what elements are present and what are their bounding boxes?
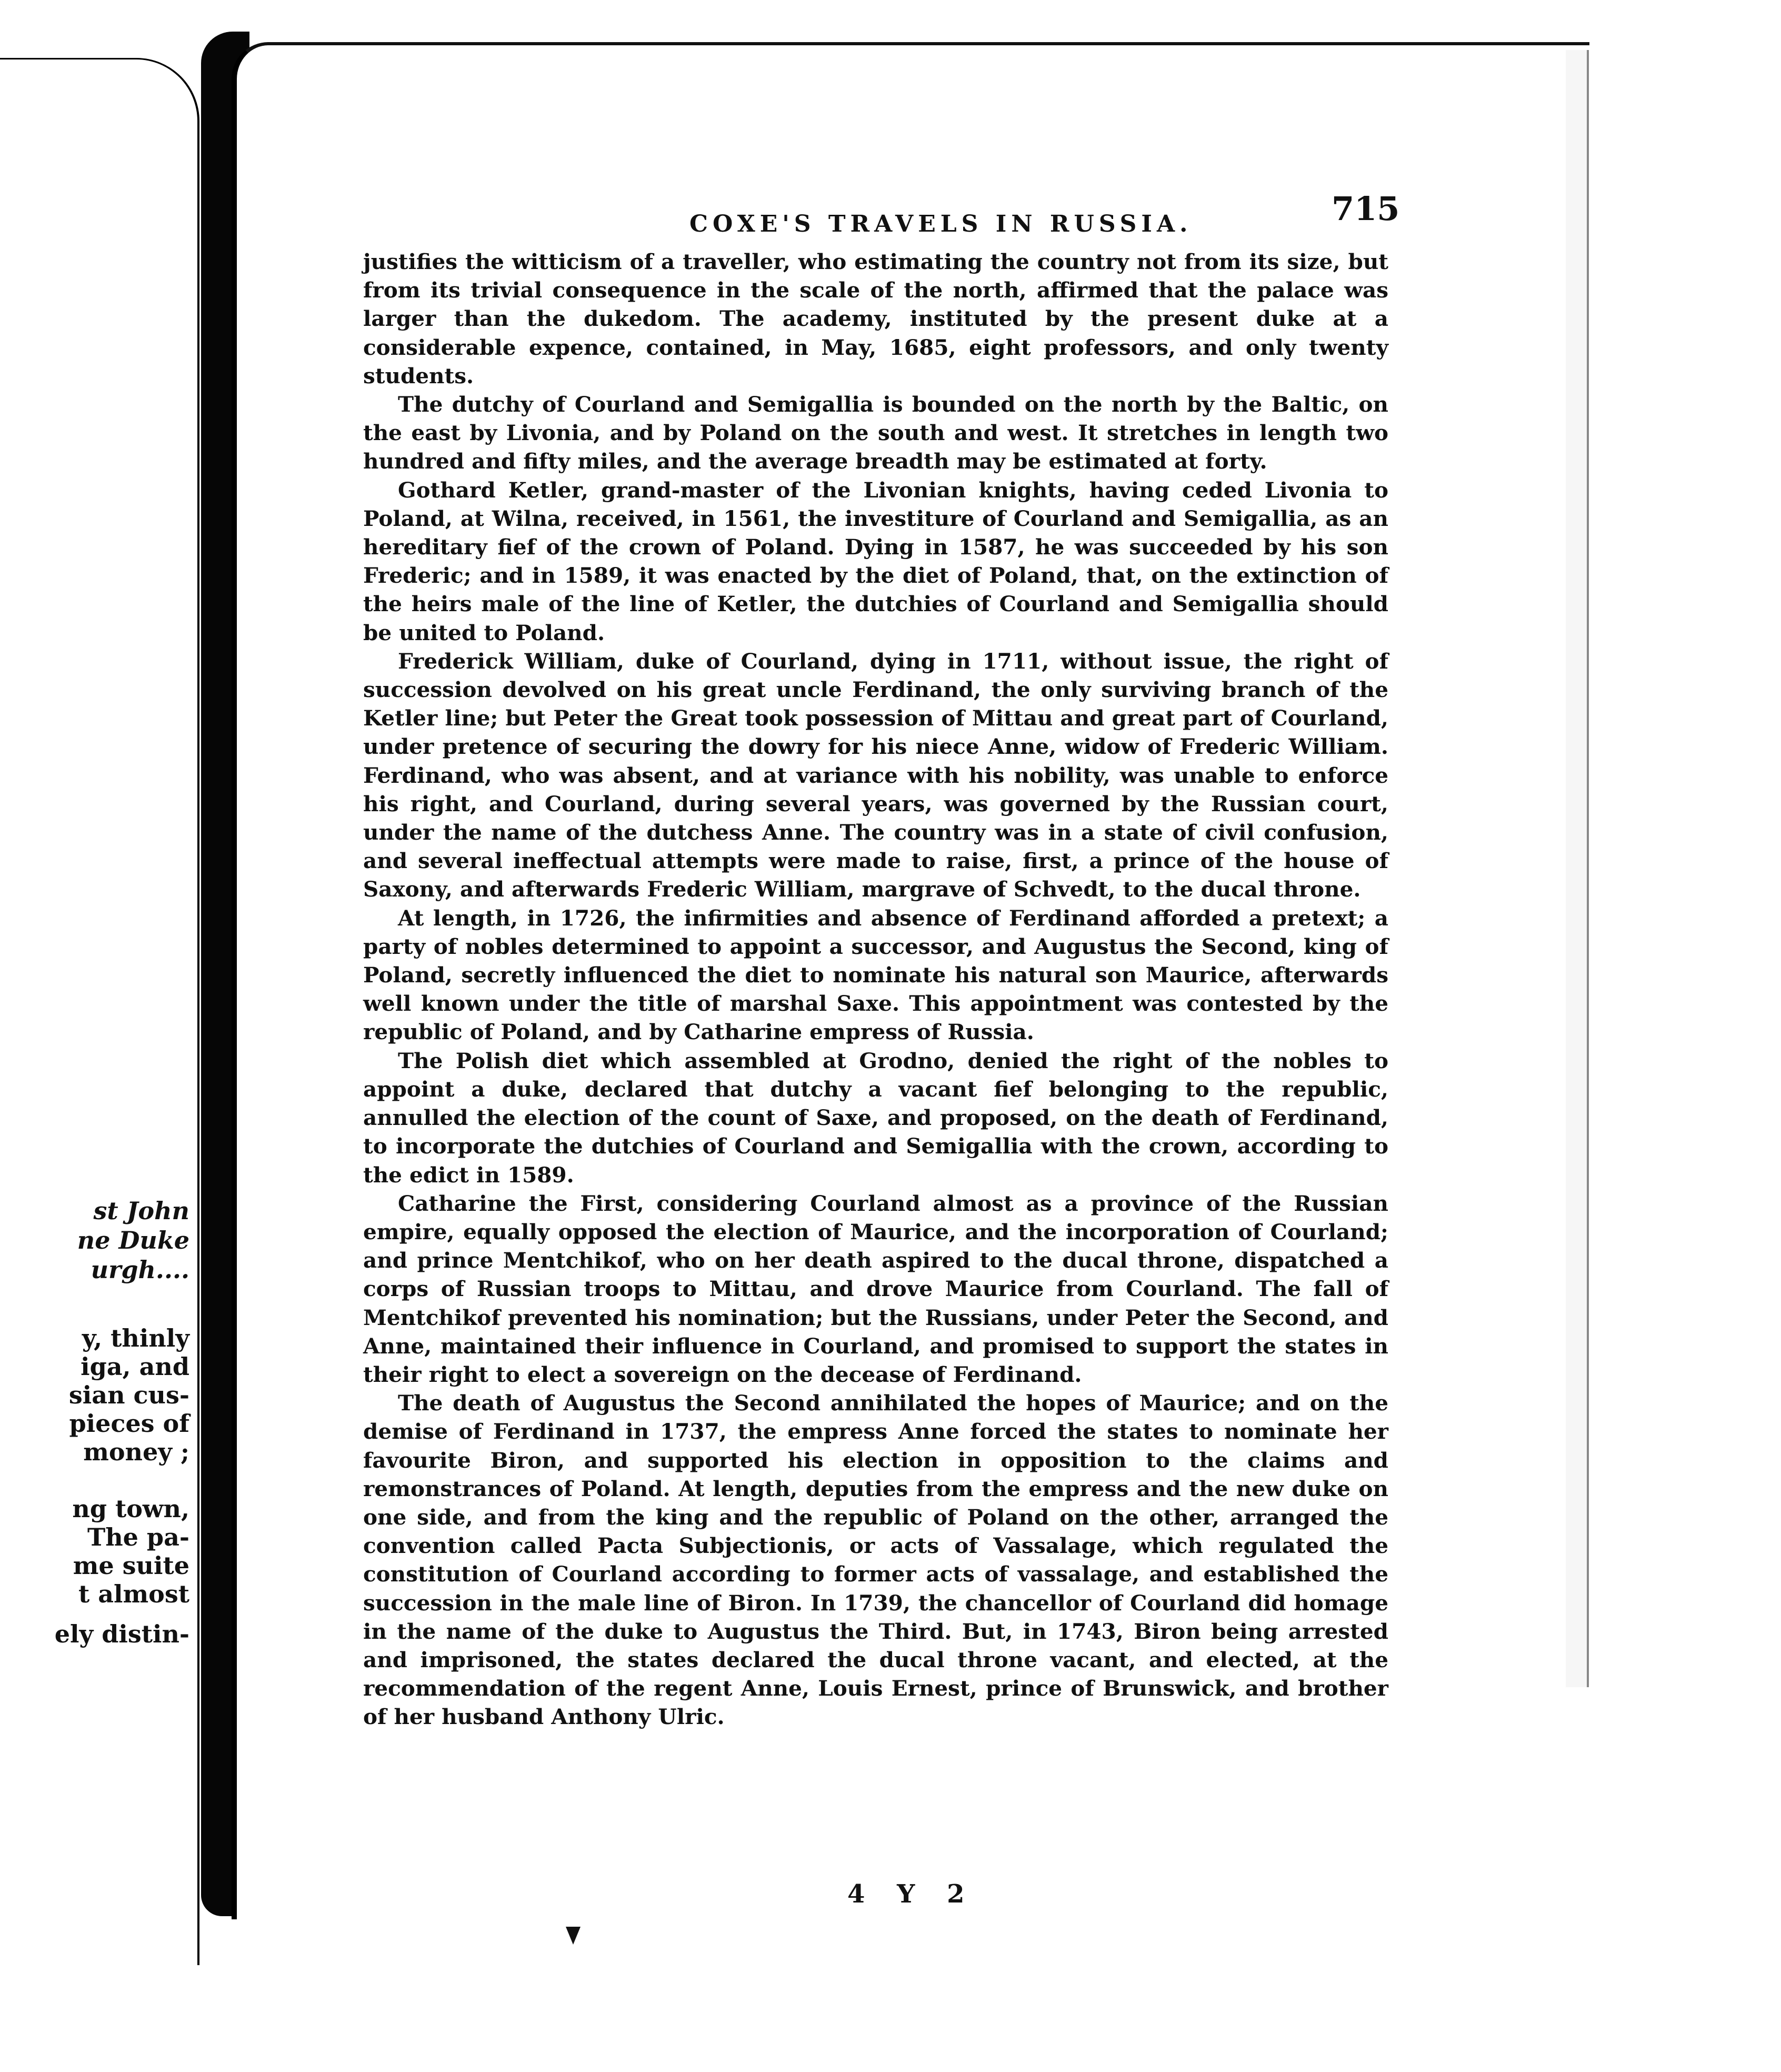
paragraph: At length, in 1726, the infirmities and absence of Ferdinand afforded a pretext; a party of nobles determined to appoint a successor, and Augustus the Second, king of Poland, secretly influenced the diet to nominate his natural son Maurice, afterwards well known under the title of marshal Saxe. This appointment was contested by the republic of Poland, and by Catharine empress of Russia. xyxy=(363,905,1388,1045)
running-head: COXE'S TRAVELS IN RUSSIA. xyxy=(689,211,1193,237)
paragraph: The death of Augustus the Second annihilated the hopes of Maurice; and on the demise of Ferdinand in 1737, the empress Anne forced the states to nominate her favourite Biron, and supported his election in opposition to the claims and remonstrances of Poland. At length, deputies from the empress and the new duke on one side, and from the king and the republic of Poland on the other, arranged the convention called Pacta Subjectionis, or acts of Vassalage, which regulated the constitution of Courland according to former acts of vassalage, and established the succession in the male line of Biron. In 1739, the chancellor of Courland did homage in the name of the duke to Augustus the Third. But, in 1743, Biron being arrested and imprisoned, the states declared the ducal throne vacant, and elected, at the recommendation of the regent Anne, Louis Ernest, prince of Brunswick, and brother of her husband Anthony Ulric. xyxy=(363,1390,1388,1730)
left-page-fragment: pieces of xyxy=(69,1409,189,1438)
left-facing-page xyxy=(0,58,199,1965)
left-page-fragment: t almost xyxy=(78,1580,189,1608)
page-tick-mark xyxy=(566,1927,581,1945)
paragraph: The dutchy of Courland and Semigallia is bounded on the north by the Baltic, on the east by Livonia, and by Poland on the south and west. It stretches in length two hundred and fifty miles, and the average breadth may be estimated at forty. xyxy=(363,392,1388,474)
paragraph: Gothard Ketler, grand-master of the Livonian knights, having ceded Livonia to Poland, at Wilna, received, in 1561, the investiture of Courland and Semigallia, as an hereditary fief of the crown of Poland. Dying in 1587, he was succeeded by his son Frederic; and in 1589, it was enacted by the diet of Poland, that, on the extinction of the heirs male of the line of Ketler, the dutchies of Courland and Semigallia should be united to Poland. xyxy=(363,477,1388,645)
paragraph: justifies the witticism of a traveller, who estimating the country not from its size, but from its trivial consequence in the scale of the north, affirmed that the palace was larger than the dukedom. The academy, instituted by the present duke at a considerable expence, contained, in May, 1685, eight professors, and only twenty students. xyxy=(363,249,1388,388)
left-page-fragment: The pa- xyxy=(87,1523,189,1551)
left-page-fragment: urgh.... xyxy=(91,1256,189,1284)
page-text-body xyxy=(363,247,1388,1731)
paragraph: Frederick William, duke of Courland, dying in 1711, without issue, the right of succession devolved on his great uncle Ferdinand, the only surviving branch of the Ketler line; but Peter the Great took possession of Mittau and great part of Courland, under pretence of securing the dowry for his niece Anne, widow of Frederic William. Ferdinand, who was absent, and at variance with his nobility, was unable to enforce his right, and Courland, during several years, was governed by the Russian court, under the name of the dutchess Anne. The country was in a state of civil confusion, and several ineffectual attempts were made to raise, first, a prince of the house of Saxony, and afterwards Frederic William, margrave of Schvedt, to the ducal throne. xyxy=(363,648,1388,902)
left-page-fragment: ely distin- xyxy=(54,1620,189,1648)
signature-mark: 4 Y 2 xyxy=(847,1879,976,1909)
page-number: 715 xyxy=(1332,190,1400,228)
left-page-fragment: ng town, xyxy=(72,1495,189,1523)
paragraph: The Polish diet which assembled at Grodno, denied the right of the nobles to appoint a duke, declared that dutchy a vacant fief belonging to the republic, annulled the election of the count of Saxe, and proposed, on the death of Ferdinand, to incorporate the dutchies of Courland and Semigallia with the crown, according to the edict in 1589. xyxy=(363,1048,1388,1188)
left-page-fragment: iga, and xyxy=(81,1352,189,1381)
left-page-fragment: y, thinly xyxy=(82,1324,189,1352)
left-page-fragment: me suite xyxy=(73,1551,189,1580)
left-page-fragment: st John xyxy=(93,1197,189,1225)
left-page-fragment: ne Duke xyxy=(77,1226,189,1254)
paragraph: Catharine the First, considering Courland almost as a province of the Russian empire, equally opposed the election of Maurice, and the incorporation of Courland; and prince Mentchikof, who on her death aspired to the ducal throne, dispatched a corps of Russian troops to Mittau, and drove Maurice from Courland. The fall of Mentchikof prevented his nomination; but the Russians, under Peter the Second, and Anne, maintained their influence in Courland, and promised to support the states in their right to elect a sovereign on the decease of Ferdinand. xyxy=(363,1190,1388,1387)
left-page-fragment: sian cus- xyxy=(68,1381,189,1409)
page-edge xyxy=(1566,50,1589,1687)
left-page-fragment: money ; xyxy=(83,1438,189,1466)
